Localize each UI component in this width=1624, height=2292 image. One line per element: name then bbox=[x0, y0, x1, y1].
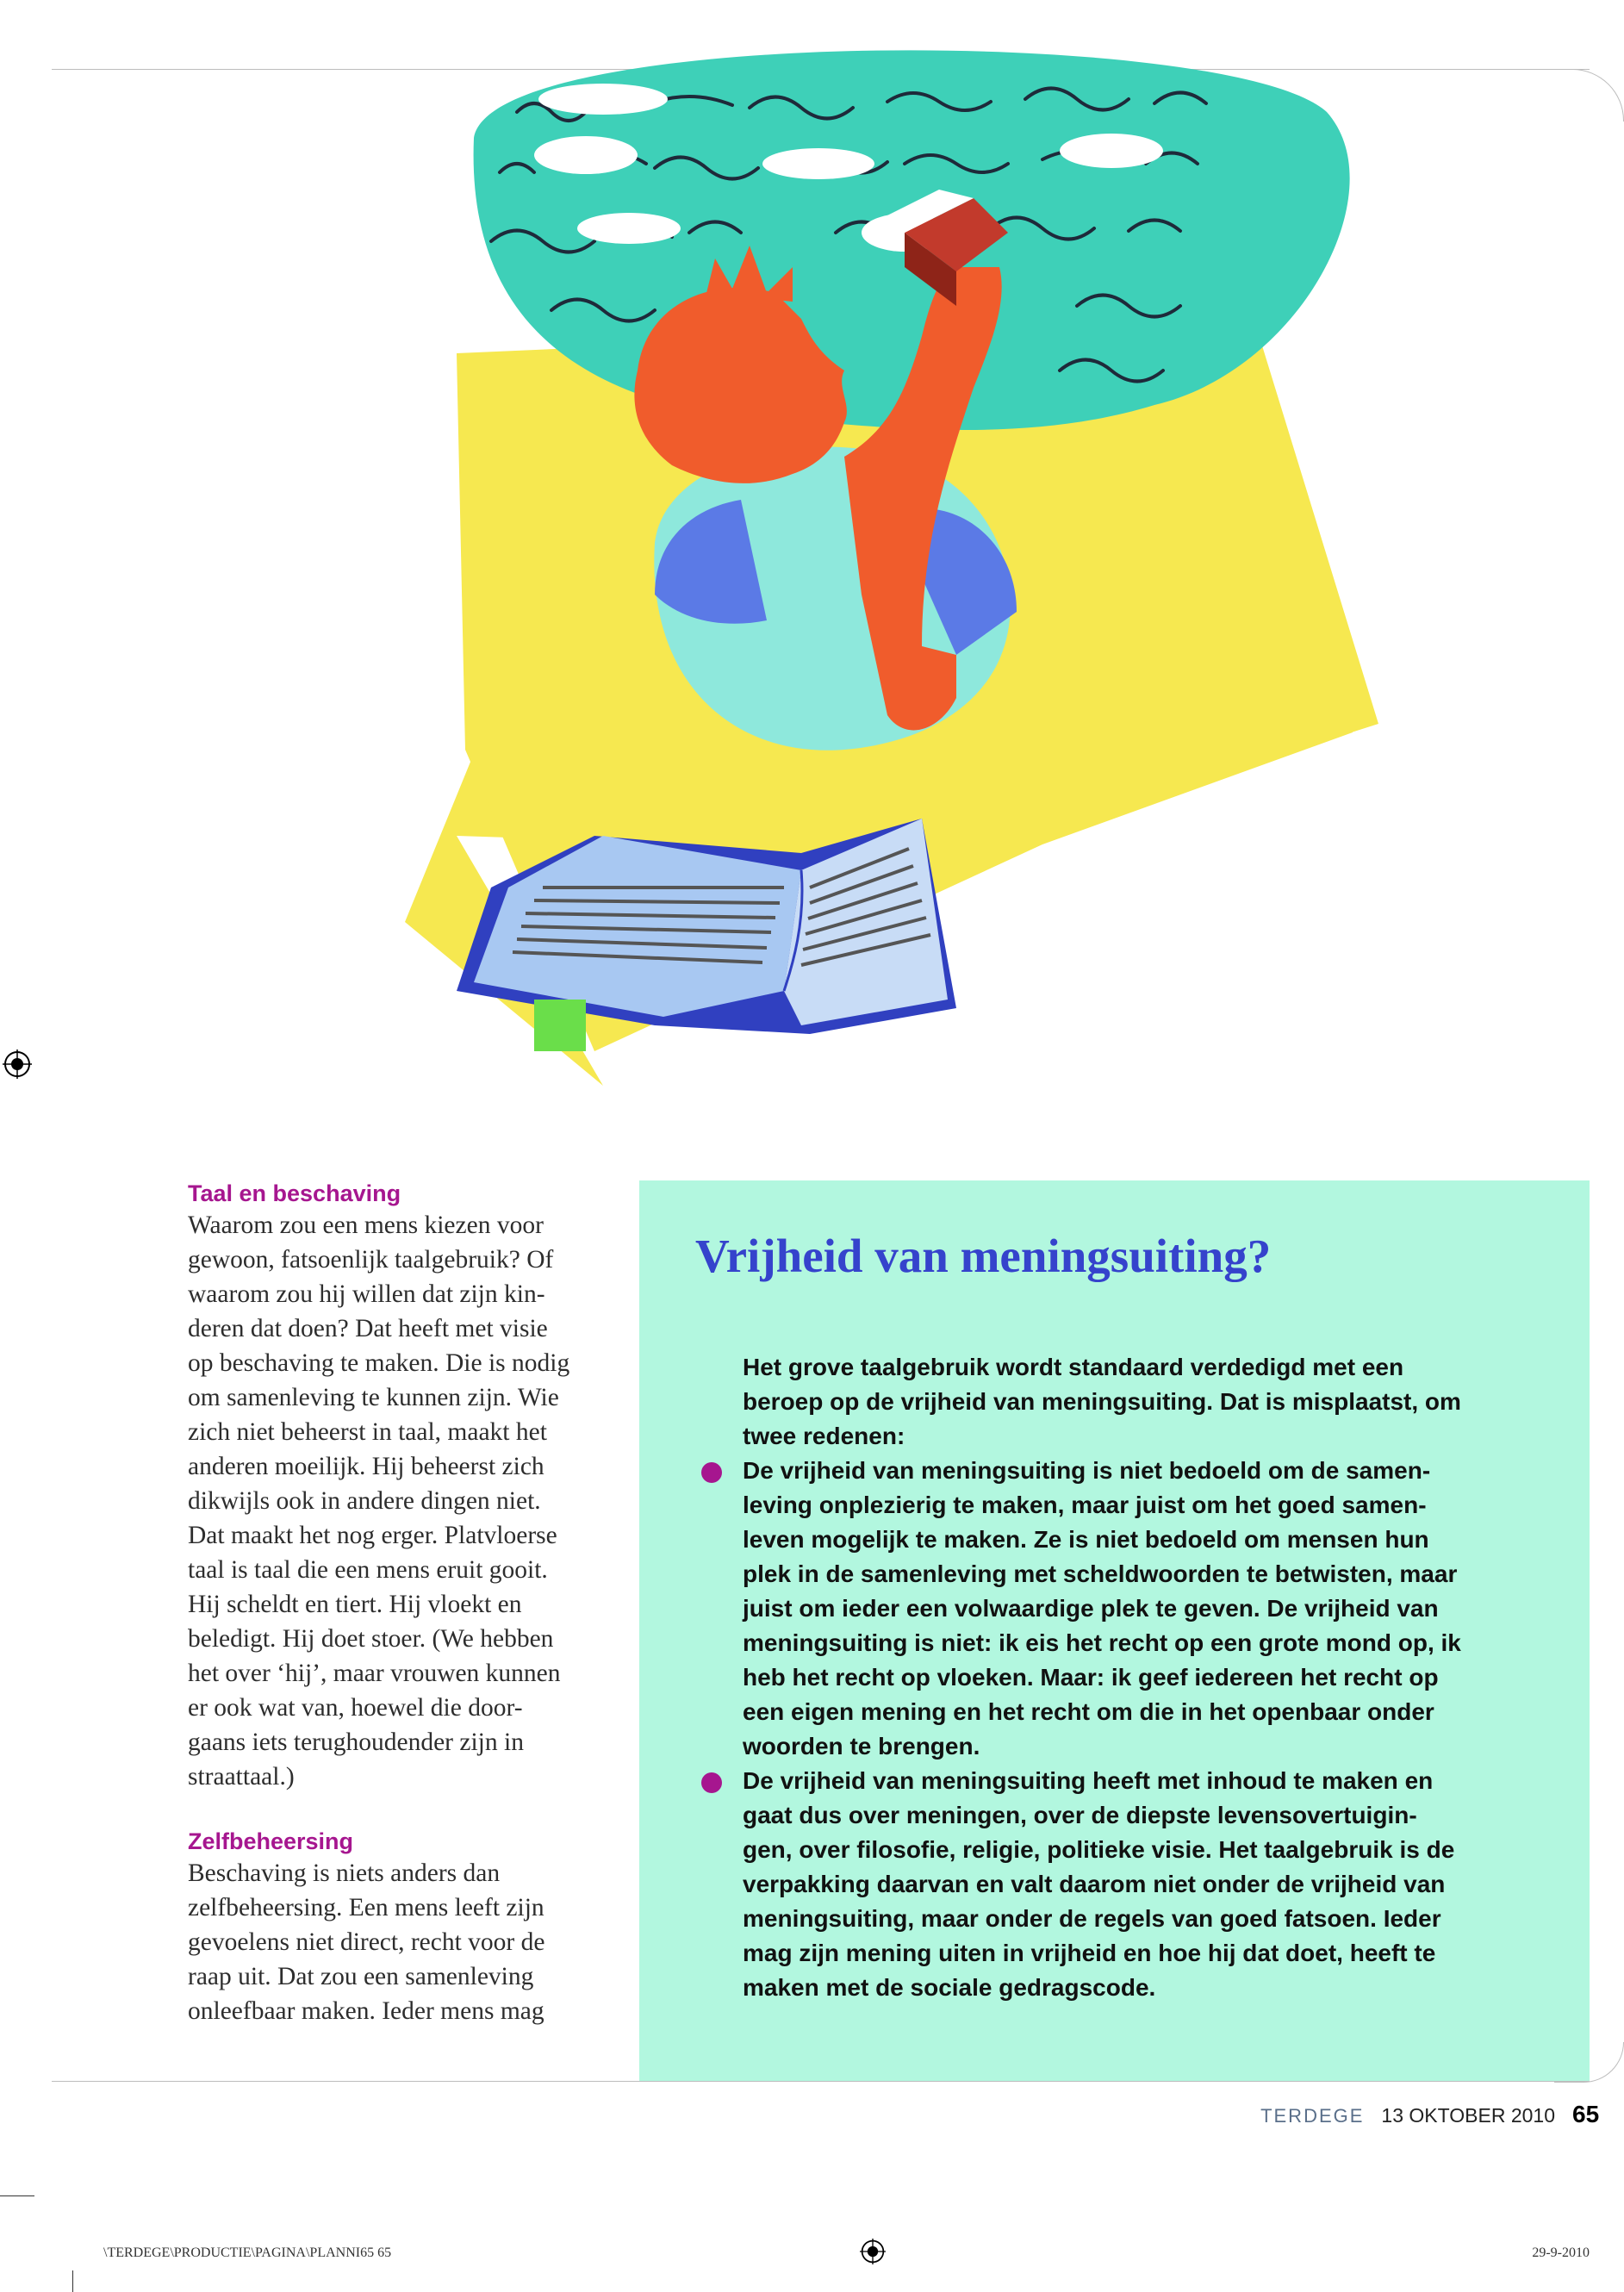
box-intro: Het grove taalgebruik wordt standaard verdedigd met een beroep op de vrijheid van meningsuiting. Dat is misplaatst, om twee redenen: bbox=[743, 1354, 1461, 1449]
bullet-dot-icon bbox=[701, 1772, 722, 1793]
slug-file-path: \TERDEGE\PRODUCTIE\PAGINA\PLANNI65 65 bbox=[103, 2245, 392, 2260]
bookmark bbox=[534, 1000, 586, 1051]
slug-rule bbox=[0, 2195, 34, 2196]
illustration-reader-erasing-speech bbox=[439, 60, 1439, 1086]
bottom-rule bbox=[52, 2081, 1590, 2082]
top-trim-corner bbox=[1554, 69, 1624, 121]
box-title: Vrijheid van meningsuiting? bbox=[695, 1230, 1272, 1282]
paragraph-taal-en-beschaving: Waarom zou een mens kiezen voor gewoon, fatsoenlijk taalgebruik? Of waarom zou hij willen dat zijn kin- deren dat doen? Dat heeft met visie op beschaving te maken. Die is nodig om samenleving te kunnen zijn. Wie zich niet beheerst in taal, maakt het anderen moeilijk. Hij beheerst zich dikwijls ook in andere dingen niet. Dat maakt het nog erger. Platvloerse taal is taal die een mens eruit gooit. Hij scheldt en tiert. Hij vloekt en beledigt. Hij doet stoer. (We hebben het over ‘hij’, maar vrouwen kunnen er ook wat van, hoewel die door- gaans iets terughoudender zijn in straattaal.) bbox=[188, 1211, 570, 1791]
footer-page-number: 65 bbox=[1572, 2101, 1600, 2127]
box-bullet-1: De vrijheid van meningsuiting is niet bedoeld om de samen- leving onplezierig te maken, maar juist om het goed samen- leven mogelijk te maken. Ze is niet bedoeld om mensen hun plek in de samenleving met scheldwoorden te betwisten, maar juist om ieder een volwaardige plek te geven. De vrijheid van meningsuiting is niet: ik eis het recht op een grote mond op, ik heb het recht op vloeken. Maar: ik geef iedereen het recht op een eigen mening en het recht om die in het openbaar onder woorden te brengen. bbox=[743, 1454, 1518, 1764]
registration-mark-icon bbox=[3, 1049, 32, 1079]
box-body bbox=[743, 1350, 1518, 2005]
footer-date: 13 OKTOBER 2010 bbox=[1381, 2104, 1555, 2127]
bottom-rule-corner bbox=[1554, 2042, 1624, 2083]
bullet-dot-icon bbox=[701, 1462, 722, 1483]
left-column-article bbox=[188, 1179, 619, 2028]
heading-zelfbeheersing: Zelfbeheersing bbox=[188, 1828, 354, 1854]
heading-taal-en-beschaving: Taal en beschaving bbox=[188, 1180, 401, 1206]
sidebar-box-vrijheid bbox=[639, 1180, 1590, 2081]
page-footer bbox=[1260, 2101, 1600, 2132]
slug-crop-mark bbox=[72, 2270, 73, 2292]
registration-mark-icon bbox=[860, 2239, 886, 2264]
paragraph-zelfbeheersing: Beschaving is niets anders dan zelfbeheersing. Een mens leeft zijn gevoelens niet direct, recht voor de raap uit. Dat zou een samenleving onleefbaar maken. Ieder mens mag bbox=[188, 1859, 545, 2025]
footer-magazine-name: TERDEGE bbox=[1260, 2105, 1365, 2127]
slug-date: 29-9-2010 bbox=[1532, 2245, 1590, 2260]
box-bullet-2: De vrijheid van meningsuiting heeft met inhoud te maken en gaat dus over meningen, over de diepste levensovertuigin- gen, over filosofie, religie, politieke visie. Het taalgebruik is de verpakking daarvan en valt daarom niet onder de vrijheid van meningsuiting, maar onder de regels van goed fatsoen. Ieder mag zijn mening uiten in vrijheid en hoe hij dat doet, heeft te maken met de sociale gedragscode. bbox=[743, 1764, 1518, 2005]
